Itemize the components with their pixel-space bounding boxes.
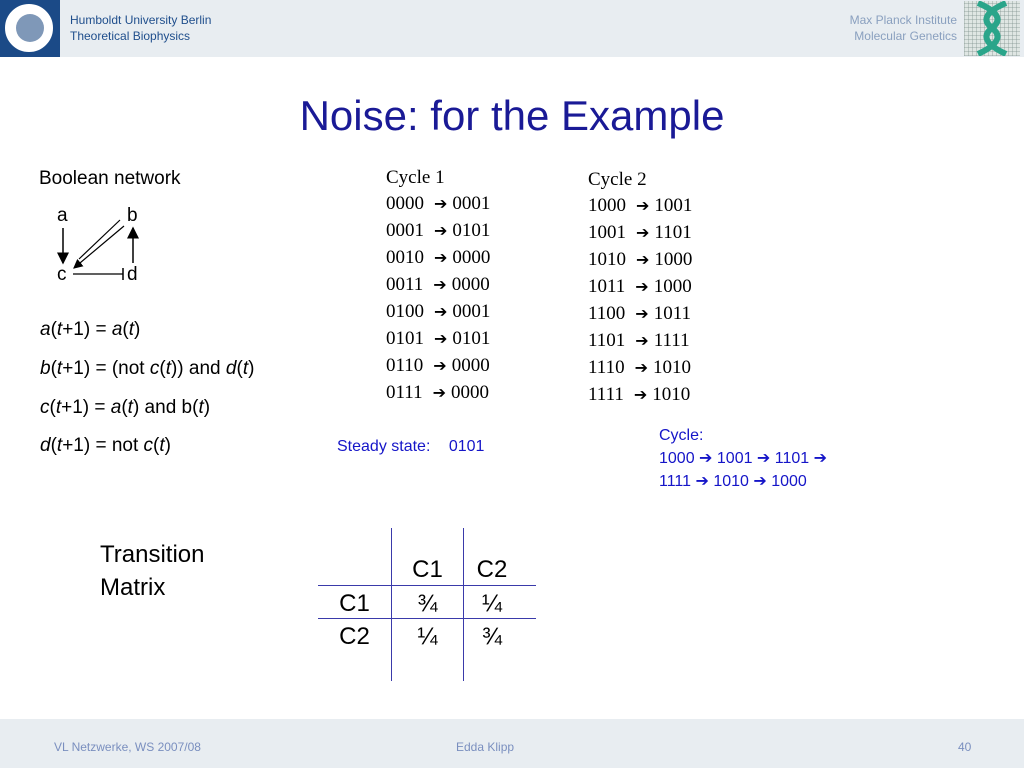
cycle2-row: 1000 ➔ 1001 [588,195,693,216]
cycle-note-line2: 1111 ➔ 1010 ➔ 1000 [659,473,807,490]
tm-grid-line [318,585,536,586]
cycle2-row: 1010 ➔ 1000 [588,249,693,270]
tm-cell: ¼ [481,590,502,617]
arrow-right-icon: ➔ [433,275,447,294]
update-rule: d(t+1) = not c(t) [40,435,171,456]
arrow-right-icon: ➔ [634,358,648,377]
network-diagram [0,0,200,300]
update-rule: b(t+1) = (not c(t)) and d(t) [40,358,255,379]
update-rule: c(t+1) = a(t) and b(t) [40,397,211,418]
page-number: 40 [958,740,972,754]
cycle1-row: 0001 ➔ 0101 [386,220,491,241]
arrow-right-icon: ➔ [434,329,448,348]
cycle2-row: 1011 ➔ 1000 [588,276,692,297]
tm-row-header: C1 [339,590,370,617]
network-label: Boolean network [39,168,181,189]
tm-row-header: C2 [339,623,370,650]
footer-bar [0,719,1024,768]
arrow-right-icon: ➔ [635,304,649,323]
node-c: c [57,264,67,285]
steady-state-value: 0101 [448,438,485,455]
cycle1-row: 0101 ➔ 0101 [386,328,491,349]
tm-label-line2: Matrix [100,574,166,601]
arrow-right-icon: ➔ [635,277,649,296]
tm-col-header: C2 [476,556,508,583]
tm-cell: ¾ [417,590,438,617]
cycle2-row: 1100 ➔ 1011 [588,303,691,324]
tm-cell: ¾ [481,623,502,650]
arrow-right-icon: ➔ [633,385,648,404]
update-rule: a(t+1) = a(t) [40,319,141,340]
cycle2-row: 1101 ➔ 1111 [588,330,690,351]
cycle2-row: 1001 ➔ 1101 [588,222,692,243]
tm-grid-line [318,618,536,619]
arrow-right-icon: ➔ [434,221,448,240]
tm-col-header: C1 [412,556,443,583]
cycle1-row: 0010 ➔ 0000 [386,247,491,268]
cycle1-table [386,166,490,406]
arrow-right-icon: ➔ [434,302,448,321]
arrow-right-icon: ➔ [433,356,447,375]
edge-a-d [79,220,120,259]
steady-state [337,436,484,458]
cycle1-row: 0000 ➔ 0001 [386,193,491,214]
cycle1-row: 0110 ➔ 0000 [386,355,490,376]
transition-matrix-label [100,538,204,604]
node-a: a [57,205,68,226]
institute-label [850,12,957,44]
cycle-note-line1: 1000 ➔ 1001 ➔ 1101 ➔ [659,450,828,467]
cycle1-row: 0100 ➔ 0001 [386,301,491,322]
department-name: Theoretical Biophysics [70,29,191,43]
arrow-right-icon: ➔ [432,383,446,402]
cycle2-table [588,167,692,408]
university-name: Humboldt University Berlin [70,13,212,27]
institute-name: Max Planck Institute [849,13,957,27]
edge-b-c [74,226,124,268]
node-b: b [127,205,138,226]
arrow-right-icon: ➔ [635,331,649,350]
author-label: Edda Klipp [456,740,515,754]
cycle2-row: 1110 ➔ 1010 [588,357,691,378]
cycle-note [659,424,827,493]
steady-state-label: Steady state: [337,438,431,455]
arrow-right-icon: ➔ [434,248,448,267]
arrow-right-icon: ➔ [636,250,650,269]
course-label: VL Netzwerke, WS 2007/08 [54,740,201,754]
cycle-note-label: Cycle: [659,427,704,444]
institute-department: Molecular Genetics [854,29,957,43]
slide-title: Noise: for the Example [299,92,725,139]
cycle1-heading: Cycle 1 [386,167,445,188]
cycle2-heading: Cycle 2 [588,169,647,190]
node-d: d [127,264,138,285]
cycle2-row: 1111 ➔ 1010 [588,384,691,405]
arrow-right-icon: ➔ [434,194,448,213]
arrow-right-icon: ➔ [636,223,650,242]
tm-cell: ¼ [417,623,438,650]
arrow-right-icon: ➔ [636,196,650,215]
cycle1-row: 0111 ➔ 0000 [386,382,489,403]
cycle1-row: 0011 ➔ 0000 [386,274,490,295]
tm-label-line1: Transition [100,541,205,568]
dna-helix-icon [964,1,1020,56]
mpi-logo [964,1,1020,56]
